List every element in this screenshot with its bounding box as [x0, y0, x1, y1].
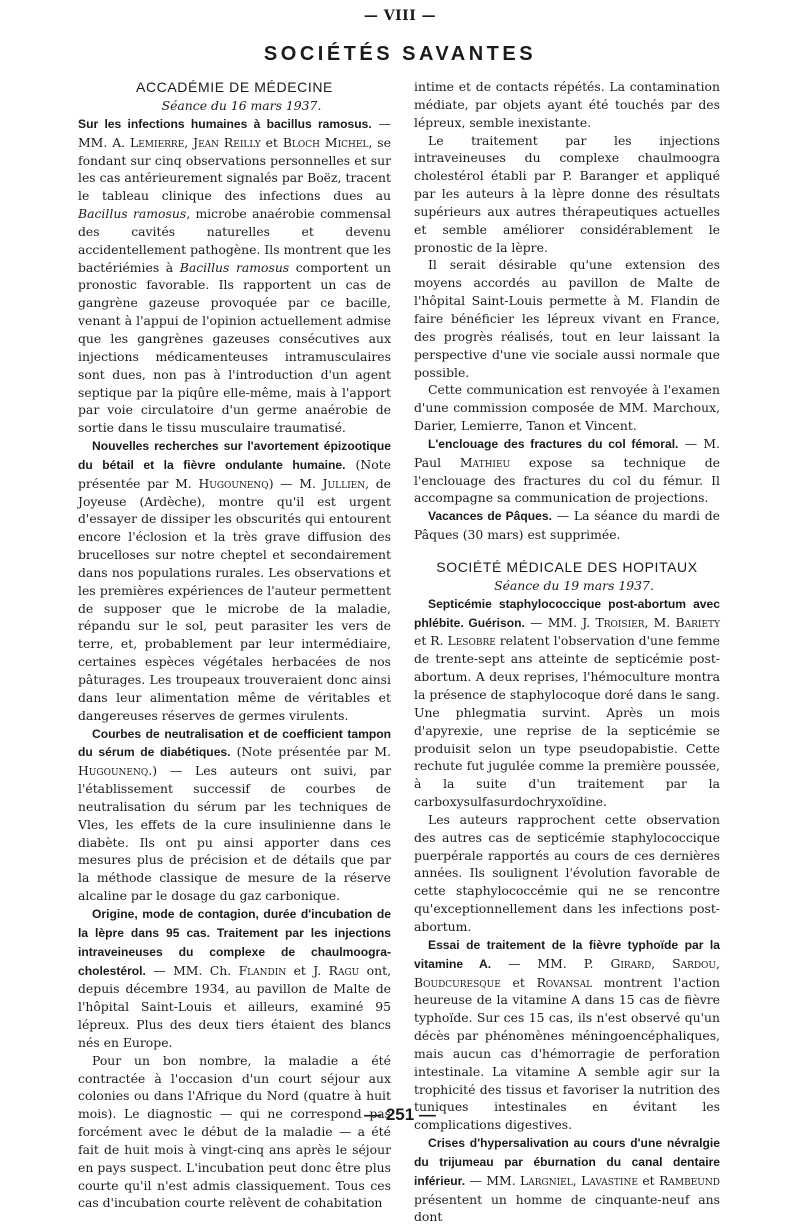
article-paragraph: Le traitement par les injections intraveineuses du complexe chaulmoogra cholestérol établi par P. Baranger et appliqué par les auteurs à la lèpre donne des résultats supérieurs aux autres thérapeutiques actuelles et semble améliorer considérablement le pronostic de la lèpre.: [414, 132, 720, 255]
article-paragraph: Il serait désirable qu'une extension des moyens accordés au pavillon de Malte de l'hôpital Saint-Louis permette à M. Flandin de faire bénéficier les lépreux vivant en France, des progrès réalisés, tout en leur laissant la perspective d'une vie sociale aussi normale que possible.: [414, 257, 720, 380]
author-name: Rovansal: [536, 974, 593, 990]
author-name: Troisier: [595, 614, 645, 630]
author-name: Mathieu: [459, 454, 511, 470]
article-title: Nouvelles recherches sur l'avortement épizootique du bétail et la fièvre ondulante humaine.: [78, 439, 391, 472]
article-crises: Crises d'hypersalivation au cours d'une névralgie du trijumeau par éburnation du canal dentaire inférieur. — MM. Largniel, Lavastine et Rambeund présentent un homme de cinquante-neuf ans dont: [414, 1136, 720, 1225]
author-name: Bloch Michel: [282, 134, 369, 150]
article-paragraph: Cette communication est renvoyée à l'examen d'une commission composée de MM. Marchoux, Darier, Lemierre, Tanon et Vincent.: [414, 382, 720, 434]
page-number-top: — VIII —: [363, 8, 437, 24]
author-name: Hugounenq: [78, 763, 149, 779]
author-name: A. Lemierre: [112, 134, 185, 150]
article-ramosus: Sur les infections humaines à bacillus ramosus. — MM. A. Lemierre, Jean Reilly et Bloch Michel, se fondant sur cinq observations personnelles et sur les cas antérieurement signalés par Boëz, tracent le tableau clinique des infections dues au Bacillus ramosus, microbe anaérobie commensal des cavités naturelles et devenu accidentellement pathogène. Ils montrent que les bactériémies à Bacillus ramosus comportent un pronostic favorable. Ils rapportent un cas de gangrène gazeuse provoquée par ce bacille, venant à l'appui de l'opinion actuellement admise que les gangrènes gazeuses consécutives aux injections médicamenteuses intramusculaires sont dues, non pas à l'introduction d'un agent septique par la piqûre elle-même, mais à l'apport par voie circulatoire d'un germe anaérobie de sortie dans le tissu musculaire traumatisé.: [78, 115, 391, 436]
author-name: Flandin: [238, 962, 287, 978]
author-name: Jean Reilly: [193, 134, 261, 150]
section-spacer: [414, 544, 720, 558]
article-courbes: Courbes de neutralisation et de coefficient tampon du sérum de diabétiques. (Note présentée par M. Hugounenq.) — Les auteurs ont suivi, par l'établissement successif de courbes de neutralisation du sérum par les techniques de Vles, les effets de la cure insulinienne dans le diabète. Ils ont pu ainsi apporter dans ces mesures plus de précision et de détails que par la méthode classique de mesure de la réserve alcaline par le dosage du gaz carbonique.: [78, 726, 391, 904]
article-paragraph: Les auteurs rapprochent cette observation des autres cas de septicémie staphylococcique puerpérale rapportés au cours de ces dernières années. Ils soulignent l'évolution favorable de cette staphylococcémie qui ne se rencontre qu'exceptionnellement dans les infections post-abortum.: [414, 811, 720, 934]
article-title: Crises d'hypersalivation au cours d'une névralgie du trijumeau par éburnation du canal dentaire inférieur.: [414, 1136, 720, 1188]
article-title: Septicémie staphylococcique post-abortum avec phlébite. Guérison.: [414, 596, 720, 630]
right-column: [414, 78, 720, 1226]
author-name: Girard: [610, 955, 652, 971]
author-name: Ragu: [328, 962, 360, 978]
article-paragraph: Pour un bon nombre, la maladie a été contractée à l'occasion d'un court séjour aux colonies ou dans l'Afrique du Nord (quatre à huit mois). Le diagnostic — qui ne correspond pas forcément avec le début de la maladie — a été fait de huit mois à vingt-cinq ans après le séjour en pays suspect. L'incubation peut donc être plus courte qu'il n'est admis classiquement. Tous ces cas d'incubation courte relèvent de cohabitation: [78, 1052, 391, 1211]
section-date-hopitaux: Séance du 19 mars 1937.: [494, 577, 654, 593]
article-title: Sur les infections humaines à bacillus ramosus.: [78, 116, 372, 131]
section-heading-academie: ACCADÉMIE DE MÉDECINE: [136, 79, 333, 95]
author-name: Sardou: [672, 955, 717, 971]
article-enclouage: L'enclouage des fractures du col fémoral. — M. Paul Mathieu expose sa technique de l'enclouage des fractures du col du fémur. Il accompagne sa communication de projections.: [414, 435, 720, 506]
author-name: Lesobre: [447, 633, 496, 649]
author-name: Bariety: [675, 614, 720, 630]
section-date-academie: Séance du 16 mars 1937.: [161, 98, 322, 113]
section-heading-hopitaux: SOCIÉTÉ MÉDICALE DES HOPITAUX: [436, 558, 698, 575]
article-avortement: Nouvelles recherches sur l'avortement épizootique du bétail et la fièvre ondulante humaine. (Note présentée par M. Hugounenq) — M. Jullien, de Joyeuse (Ardèche), montre qu'il est urgent d'essayer de dissiper les obscurités qui entourent encore l'éclosion et la très grave diffusion des brucelloses sur notre cheptel et secondairement dans nos populations rurales. Les observations et les premières expériences de l'auteur permettent de supposer que le microbe de la maladie, répandu sur le sol, peut parasiter les vers de terre, et, probablement par leur intermédiaire, certaines espèces végétales herbacées de nos pâturages. Les troupeaux trouveraient donc ainsi dans leur alimentation même de véritables et dangereuses réserves de germes virulents.: [78, 439, 391, 723]
author-name: Hugounenq: [198, 475, 269, 491]
article-title: Courbes de neutralisation et de coefficient tampon du sérum de diabétiques.: [78, 726, 391, 760]
article-title: L'enclouage des fractures du col fémoral.: [428, 436, 679, 451]
author-name: Rambeund: [659, 1172, 720, 1188]
article-paragraph: intime et de contacts répétés. La contamination médiate, par objets ayant été touchés par des lépreux, semble inexistante.: [414, 79, 720, 130]
author-name: Largniel: [520, 1172, 573, 1188]
page-number-bottom: — 251 —: [364, 1105, 436, 1124]
article-septicemie: Septicémie staphylococcique post-abortum avec phlébite. Guérison. — MM. J. Troisier, M. Bariety et R. Lesobre relatent l'observation d'une femme de trente-sept ans atteinte de septicémie post-abortum. A deux reprises, l'hémoculture montra la présence de staphylocoque doré dans le sang. Une phlegmatia survint. Après un mois d'apyrexie, une reprise de la septicémie se produisit selon un type pseudopabistie. Cette rechute fut jugulée comme la première poussée, à la suite d'un traitement par la carboxysulfasurdochryxoïdine.: [414, 596, 720, 810]
left-column: [78, 78, 391, 1212]
article-title: Origine, mode de contagion, durée d'incubation de la lèpre dans 95 cas. Traitement par les injections intraveineuses du complexe de chaulmoogra-cholestérol.: [78, 906, 391, 978]
article-paques: Vacances de Pâques. — La séance du mardi de Pâques (30 mars) est supprimée.: [414, 508, 720, 543]
author-name: Boudcuresque: [414, 974, 501, 990]
article-typhoide: Essai de traitement de la fièvre typhoïde par la vitamine A. — MM. P. Girard, Sardou, Boudcuresque et Rovansal montrent l'action heureuse de la vitamine A dans 15 cas de fièvre typhoïde. Sur ces 15 cas, ils n'est observé qu'un décès par phénomènes méningoencéphaliques, mais aucun cas d'hémorragie de perforation intestinale. La vitamine A semble agir sur la trophicité des tissus et favoriser la nutrition des tuniques intestinales en évitant les complications digestives.: [414, 937, 720, 1133]
article-title: Vacances de Pâques.: [428, 509, 552, 524]
article-lepre: Origine, mode de contagion, durée d'incubation de la lèpre dans 95 cas. Traitement par les injections intraveineuses du complexe de chaulmoogra-cholestérol. — MM. Ch. Flandin et J. Ragu ont, depuis décembre 1934, au pavillon de Malte de l'hôpital Saint-Louis et ailleurs, examiné 95 lépreux. Plus des deux tiers étaient des blancs nés en Europe.: [78, 906, 392, 1050]
page-title: SOCIÉTÉS SAVANTES: [263, 43, 537, 65]
author-name: Lavastine: [581, 1172, 638, 1188]
author-name: Jullien: [322, 475, 366, 491]
article-title: Essai de traitement de la fièvre typhoïde par la vitamine A.: [414, 937, 720, 971]
